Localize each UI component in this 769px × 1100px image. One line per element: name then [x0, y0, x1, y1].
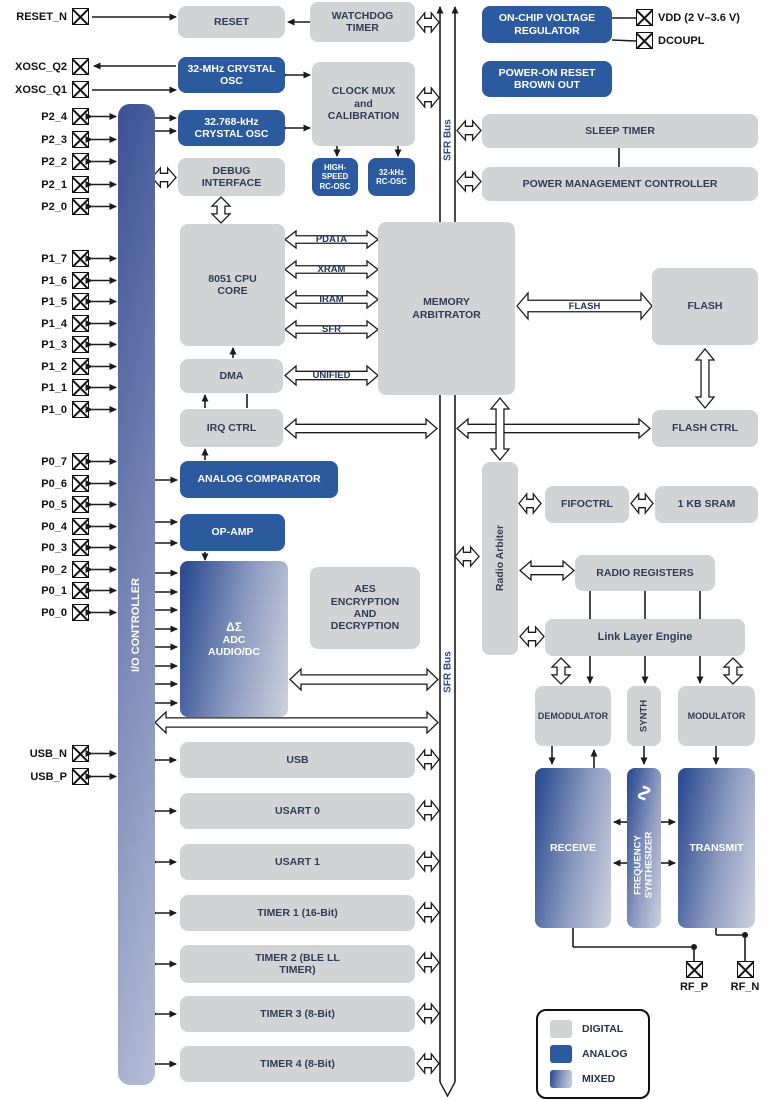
pin-label: USB_N — [29, 747, 67, 760]
pin-label: P2_2 — [41, 155, 67, 168]
pin-label: P0_6 — [41, 477, 67, 490]
block-voltage-regulator: ON-CHIP VOLTAGE REGULATOR — [482, 6, 612, 43]
bus-arrow-label-unified: UNIFIED — [312, 370, 351, 381]
pin-box-icon — [72, 604, 89, 621]
open-arrow — [417, 801, 439, 820]
block-analog-comparator: ANALOG COMPARATOR — [180, 461, 338, 498]
block-adc: ΔΣ ADC AUDIO/DC — [180, 561, 288, 717]
pin-p1-7 — [41, 250, 89, 267]
pin-p2-1 — [41, 176, 89, 193]
pin-p0-7 — [41, 453, 89, 470]
pin-rf-n — [720, 961, 769, 993]
pin-xosc-q2 — [15, 58, 89, 75]
block-8051-cpu-core: 8051 CPU CORE — [180, 224, 285, 346]
block-dma: DMA — [180, 359, 283, 393]
block-32mhz-crystal-osc: 32-MHz CRYSTAL OSC — [178, 57, 285, 93]
pin-p0-6 — [41, 475, 89, 492]
open-arrow — [285, 419, 437, 438]
pin-p2-3 — [41, 131, 89, 148]
sfr-bus-label-bottom: SFR Bus — [442, 651, 454, 693]
open-arrow — [417, 88, 439, 107]
pin-box-icon — [72, 582, 89, 599]
block-timer3: TIMER 3 (8-Bit) — [180, 996, 415, 1032]
pin-label: XOSC_Q2 — [15, 60, 67, 73]
block-timer1: TIMER 1 (16-Bit) — [180, 895, 415, 931]
block-power-on-reset: POWER-ON RESET BROWN OUT — [482, 61, 612, 97]
open-arrow — [417, 750, 439, 769]
pin-p0-2 — [41, 561, 89, 578]
pin-box-icon — [72, 153, 89, 170]
pin-p1-0 — [41, 401, 89, 418]
block-32768khz-crystal-osc: 32.768-kHz CRYSTAL OSC — [178, 110, 285, 146]
pin-p0-4 — [41, 518, 89, 535]
block-fifoctrl: FIFOCTRL — [545, 486, 629, 523]
open-arrow — [457, 121, 481, 140]
sfr-bus-label-top: SFR Bus — [442, 119, 454, 161]
block-memory-arbitrator: MEMORY ARBITRATOR — [378, 222, 515, 395]
pin-box-icon — [72, 336, 89, 353]
block-power-management-controller: POWER MANAGEMENT CONTROLLER — [482, 167, 758, 201]
block-receive: RECEIVE — [535, 768, 611, 928]
block-aes: AES ENCRYPTION AND DECRYPTION — [310, 567, 420, 649]
pin-box-icon — [72, 198, 89, 215]
pin-label: RESET_N — [16, 10, 67, 23]
open-arrow — [417, 13, 439, 32]
pin-box-icon — [72, 453, 89, 470]
pin-label: P0_0 — [41, 606, 67, 619]
block-high-speed-rc-osc: HIGH- SPEED RC-OSC — [312, 158, 358, 196]
pin-label: P0_5 — [41, 498, 67, 511]
pin-p0-1 — [41, 582, 89, 599]
pin-label: P1_2 — [41, 360, 67, 373]
synth-label: SYNTH — [638, 699, 650, 733]
pin-box-icon — [72, 379, 89, 396]
pin-p1-1 — [41, 379, 89, 396]
open-arrow — [417, 1054, 439, 1073]
pin-box-icon — [72, 539, 89, 556]
bus-arrow-label-sfr: SFR — [322, 324, 341, 335]
pin-label: P1_4 — [41, 317, 67, 330]
open-arrow — [417, 953, 439, 972]
block-usart1: USART 1 — [180, 844, 415, 880]
pin-label: P2_1 — [41, 178, 67, 191]
connector — [612, 40, 636, 41]
pin-label: P2_0 — [41, 200, 67, 213]
block-reset: RESET — [178, 6, 285, 38]
analog-swatch — [550, 1045, 572, 1063]
pin-box-icon — [72, 58, 89, 75]
pin-box-icon — [72, 401, 89, 418]
open-arrow — [696, 349, 714, 408]
pin-box-icon — [72, 81, 89, 98]
open-arrow — [552, 658, 570, 684]
block-sleep-timer: SLEEP TIMER — [482, 114, 758, 148]
block-radio-registers: RADIO REGISTERS — [575, 555, 715, 591]
block-transmit: TRANSMIT — [678, 768, 755, 928]
pin-dcoupl — [636, 32, 704, 49]
pin-label: P0_7 — [41, 455, 67, 468]
block-1kb-sram: 1 KB SRAM — [655, 486, 758, 523]
pin-p0-0 — [41, 604, 89, 621]
open-arrow — [520, 627, 544, 646]
pin-p1-6 — [41, 272, 89, 289]
pin-reset-n — [16, 8, 89, 25]
pin-label: P1_6 — [41, 274, 67, 287]
open-arrow — [152, 168, 176, 187]
open-arrow — [212, 197, 230, 223]
pin-vdd — [636, 9, 740, 26]
pin-xosc-q1 — [15, 81, 89, 98]
block-clock-mux: CLOCK MUX and CALIBRATION — [312, 62, 415, 146]
pin-usb-n — [30, 745, 89, 762]
pin-p1-4 — [41, 315, 89, 332]
pin-label: P0_4 — [41, 520, 67, 533]
pin-label: P1_3 — [41, 338, 67, 351]
pin-label: P0_1 — [41, 584, 67, 597]
open-arrow — [290, 669, 438, 690]
pin-box-icon — [72, 293, 89, 310]
pin-label: USB_P — [30, 770, 67, 783]
pin-box-icon — [72, 131, 89, 148]
pin-p0-3 — [41, 539, 89, 556]
block-irq-ctrl: IRQ CTRL — [180, 409, 283, 447]
block-modulator: MODULATOR — [678, 686, 755, 746]
pin-label: DCOUPL — [658, 34, 705, 47]
open-arrow — [631, 494, 653, 513]
bus-arrow-label-xram: XRAM — [317, 264, 346, 275]
legend — [536, 1009, 650, 1099]
block-usb: USB — [180, 742, 415, 778]
block-watchdog-timer: WATCHDOG TIMER — [310, 2, 415, 42]
block-debug-interface: DEBUG INTERFACE — [178, 158, 285, 196]
mixed-swatch — [550, 1070, 572, 1088]
pin-box-icon — [72, 496, 89, 513]
open-arrow — [417, 903, 439, 922]
pin-p1-5 — [41, 293, 89, 310]
pin-box-icon — [737, 961, 754, 978]
pin-box-icon — [72, 518, 89, 535]
pin-box-icon — [72, 8, 89, 25]
pin-box-icon — [636, 9, 653, 26]
legend-row-digital: DIGITAL — [550, 1020, 648, 1038]
pin-box-icon — [72, 272, 89, 289]
pin-box-icon — [636, 32, 653, 49]
block-timer2: TIMER 2 (BLE LL TIMER) — [180, 945, 415, 983]
legend-row-mixed: MIXED — [550, 1070, 648, 1088]
block-demodulator: DEMODULATOR — [535, 686, 611, 746]
pin-label: P2_3 — [41, 133, 67, 146]
pin-label: P1_5 — [41, 295, 67, 308]
open-arrow — [520, 561, 574, 580]
pin-p2-0 — [41, 198, 89, 215]
pin-box-icon — [72, 108, 89, 125]
pin-label: P1_0 — [41, 403, 67, 416]
block-timer4: TIMER 4 (8-Bit) — [180, 1046, 415, 1082]
open-arrow — [519, 494, 541, 513]
pin-label: XOSC_Q1 — [15, 83, 67, 96]
pin-label: P2_4 — [41, 110, 67, 123]
block-32khz-rc-osc: 32-kHz RC-OSC — [368, 158, 415, 196]
block-link-layer-engine: Link Layer Engine — [545, 619, 745, 656]
pin-box-icon — [686, 961, 703, 978]
open-arrow — [455, 547, 479, 566]
pin-label: P0_3 — [41, 541, 67, 554]
frequency-synthesizer-label: FREQUENCY SYNTHESIZER — [632, 831, 655, 899]
pin-label: P1_7 — [41, 252, 67, 265]
digital-swatch — [550, 1020, 572, 1038]
pin-label: VDD (2 V–3.6 V) — [658, 11, 740, 24]
pin-box-icon — [72, 315, 89, 332]
bus-arrow-label-pdata: PDATA — [315, 234, 348, 245]
legend-row-analog: ANALOG — [550, 1045, 648, 1063]
pin-box-icon — [72, 768, 89, 785]
open-arrow — [417, 1004, 439, 1023]
pin-p2-4 — [41, 108, 89, 125]
pin-box-icon — [72, 561, 89, 578]
block-flash: FLASH — [652, 268, 758, 345]
radio-arbiter-label: Radio Arbiter — [494, 524, 506, 592]
pin-box-icon — [72, 176, 89, 193]
block-flash-ctrl: FLASH CTRL — [652, 410, 758, 447]
pin-label: P0_2 — [41, 563, 67, 576]
pin-p1-2 — [41, 358, 89, 375]
pin-box-icon — [72, 358, 89, 375]
pin-rf-p — [669, 961, 719, 993]
pin-box-icon — [72, 475, 89, 492]
pin-label: P1_1 — [41, 381, 67, 394]
pin-p0-5 — [41, 496, 89, 513]
pin-label: RF_P — [679, 981, 709, 993]
open-arrow — [457, 172, 481, 191]
block-usart0: USART 0 — [180, 793, 415, 829]
pin-label: RF_N — [730, 981, 760, 993]
open-arrow — [724, 658, 742, 684]
pin-box-icon — [72, 745, 89, 762]
sine-wave-icon: ∿ — [631, 783, 656, 803]
open-arrow — [457, 419, 650, 438]
block-op-amp: OP-AMP — [180, 514, 285, 551]
io-controller-label: I/O CONTROLLER — [130, 577, 142, 673]
pin-p2-2 — [41, 153, 89, 170]
pin-p1-3 — [41, 336, 89, 353]
pin-box-icon — [72, 250, 89, 267]
pin-usb-p — [30, 768, 89, 785]
open-arrow — [417, 852, 439, 871]
bus-arrow-label-iram: IRAM — [319, 294, 344, 305]
bus-arrow-label-flash: FLASH — [568, 300, 601, 312]
